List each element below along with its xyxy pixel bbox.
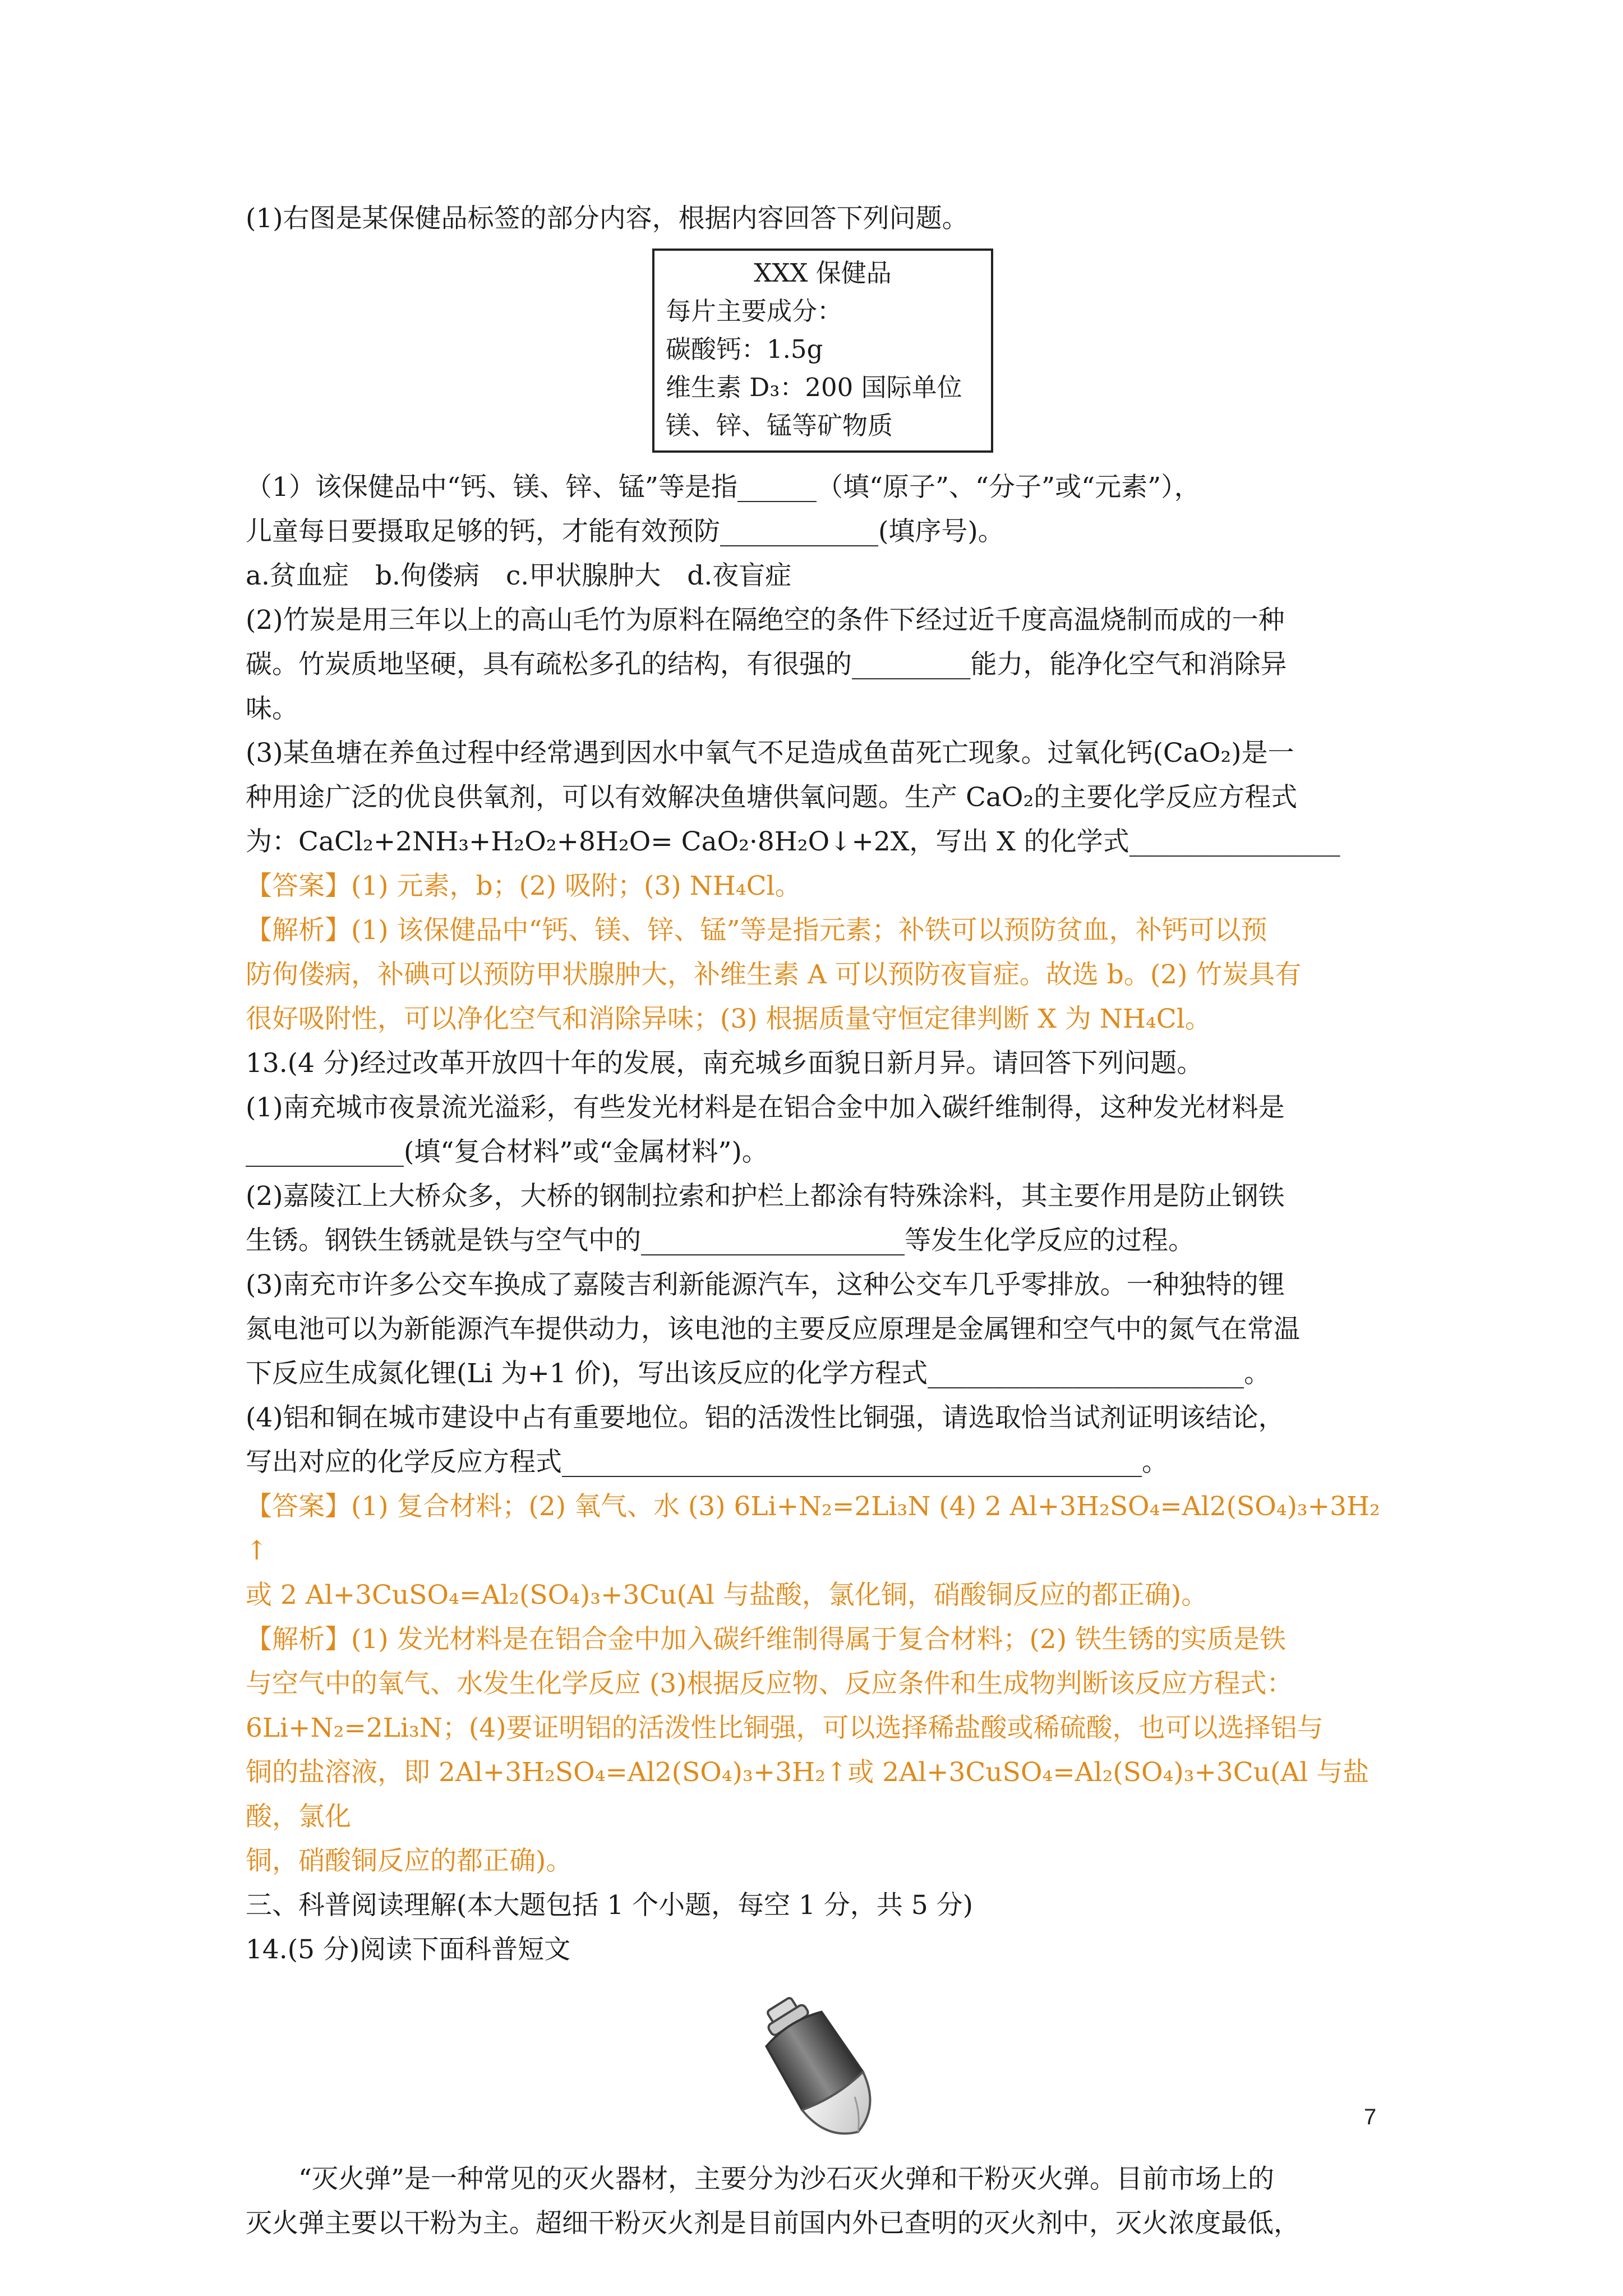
explanation-line: 与空气中的氧气、水发生化学反应 (3)根据反应物、反应条件和生成物判断该反应方程式：: [246, 1668, 1293, 1699]
text-line: 种用途广泛的优良供氧剂，可以有效解决鱼塘供氧问题。生产 CaO₂的主要化学反应方程式: [246, 782, 1298, 813]
text-line: (2)竹炭是用三年以上的高山毛竹为原料在隔绝空的条件下经过近千度高温烧制而成的一种: [246, 605, 1285, 636]
text-line: ____________(填“复合材料”或“金属材料”)。: [246, 1137, 768, 1167]
text-line: 味。: [246, 693, 298, 724]
answer-line: 或 2 Al+3CuSO₄=Al₂(SO₄)₃+3Cu(Al 与盐酸，氯化铜，硝酸铜反应的都正确)。: [246, 1580, 1208, 1611]
text-line: 氮电池可以为新能源汽车提供动力，该电池的主要反应原理是金属锂和空气中的氮气在常温: [246, 1314, 1300, 1345]
page-content: [246, 196, 1401, 2246]
label-line: 镁、锌、锰等矿物质: [666, 411, 893, 440]
page-number: 7: [1364, 2105, 1377, 2129]
text-line: 生锈。钢铁生锈就是铁与空气中的____________________等发生化学反应的过程。: [246, 1225, 1195, 1256]
explanation-line: 6Li+N₂=2Li₃N；(4)要证明铝的活泼性比铜强，可以选择稀盐酸或稀硫酸，也可以选择铝与: [246, 1713, 1324, 1743]
label-title: XXX 保健品: [754, 258, 892, 288]
text-line: (2)嘉陵江上大桥众多，大桥的钢制拉索和护栏上都涂有特殊涂料，其主要作用是防止钢铁: [246, 1181, 1285, 1212]
label-line: 碳酸钙：1.5g: [666, 334, 823, 364]
text-line: 下反应生成氮化锂(Li 为+1 价)，写出该反应的化学方程式________________________。: [246, 1358, 1271, 1389]
label-line: 每片主要成分：: [666, 296, 843, 326]
explanation-line: 防佝偻病，补碘可以预防甲状腺肿大，补维生素 A 可以预防夜盲症。故选 b。(2) 竹炭具有: [246, 959, 1302, 990]
section-title: 三、科普阅读理解(本大题包括 1 个小题，每空 1 分，共 5 分): [246, 1890, 974, 1921]
text-line: a.贫血症 b.佝偻病 c.甲状腺肿大 d.夜盲症: [246, 560, 792, 591]
figure-row: [246, 1972, 1401, 2157]
text-line: （1）该保健品中“钙、镁、锌、锰”等是指______（填“原子”、“分子”或“元素”），: [246, 472, 1201, 503]
text-line: 写出对应的化学反应方程式____________________________________________。: [246, 1447, 1168, 1478]
text-line: 灭火弹主要以干粉为主。超细干粉灭火剂是目前国内外已查明的灭火剂中，灭火浓度最低，: [246, 2208, 1300, 2239]
fire-extinguisher-ball-icon: [734, 1983, 902, 2151]
explanation-line: 铜，硝酸铜反应的都正确)。: [246, 1846, 573, 1876]
text-line: (3)某鱼塘在养鱼过程中经常遇到因水中氧气不足造成鱼苗死亡现象。过氧化钙(CaO₂)是一: [246, 738, 1294, 769]
text-line: (3)南充市许多公交车换成了嘉陵吉利新能源汽车，这种公交车几乎零排放。一种独特的锂: [246, 1269, 1285, 1300]
q14-title: 14.(5 分)阅读下面科普短文: [246, 1934, 571, 1965]
supplement-label-box: [652, 249, 993, 453]
text-line: 为：CaCl₂+2NH₃+H₂O₂+8H₂O= CaO₂·8H₂O↓+2X，写出 X 的化学式________________: [246, 826, 1340, 857]
text-line: “灭火弹”是一种常见的灭火器材，主要分为沙石灭火弹和干粉灭火弹。目前市场上的: [298, 2164, 1275, 2194]
q13-title: 13.(4 分)经过改革开放四十年的发展，南充城乡面貌日新月异。请回答下列问题。: [246, 1048, 1204, 1079]
explanation-line: 很好吸附性，可以净化空气和消除异味；(3) 根据质量守恒定律判断 X 为 NH₄Cl。: [246, 1004, 1211, 1034]
label-line: 维生素 D₃：200 国际单位: [666, 372, 962, 402]
text-line: 儿童每日要摄取足够的钙，才能有效预防____________(填序号)。: [246, 516, 1004, 547]
explanation-line: 【解析】(1) 该保健品中“钙、镁、锌、锰”等是指元素；补铁可以预防贫血，补钙可以预: [246, 915, 1267, 946]
explanation-line: 铜的盐溶液，即 2Al+3H₂SO₄=Al2(SO₄)₃+3H₂↑或 2Al+3CuSO₄=Al₂(SO₄)₃+3Cu(Al 与盐酸，氯化: [246, 1757, 1370, 1832]
answer-line: 【答案】(1) 复合材料；(2) 氧气、水 (3) 6Li+N₂=2Li₃N (4) 2 Al+3H₂SO₄=Al2(SO₄)₃+3H₂↑: [246, 1491, 1380, 1566]
text-line: (1)南充城市夜景流光溢彩，有些发光材料是在铝合金中加入碳纤维制得，这种发光材料是: [246, 1092, 1285, 1123]
text-line: (4)铝和铜在城市建设中占有重要地位。铝的活泼性比铜强，请选取恰当试剂证明该结论，: [246, 1402, 1285, 1433]
explanation-line: 【解析】(1) 发光材料是在铝合金中加入碳纤维制得属于复合材料；(2) 铁生锈的实质是铁: [246, 1624, 1287, 1655]
answer-line: 【答案】(1) 元素，b；(2) 吸附；(3) NH₄Cl。: [246, 871, 801, 901]
text-line: 碳。竹炭质地坚硬，具有疏松多孔的结构，有很强的_________能力，能净化空气和消除异: [246, 649, 1287, 680]
q12-intro: (1)右图是某保健品标签的部分内容，根据内容回答下列问题。: [246, 203, 969, 234]
